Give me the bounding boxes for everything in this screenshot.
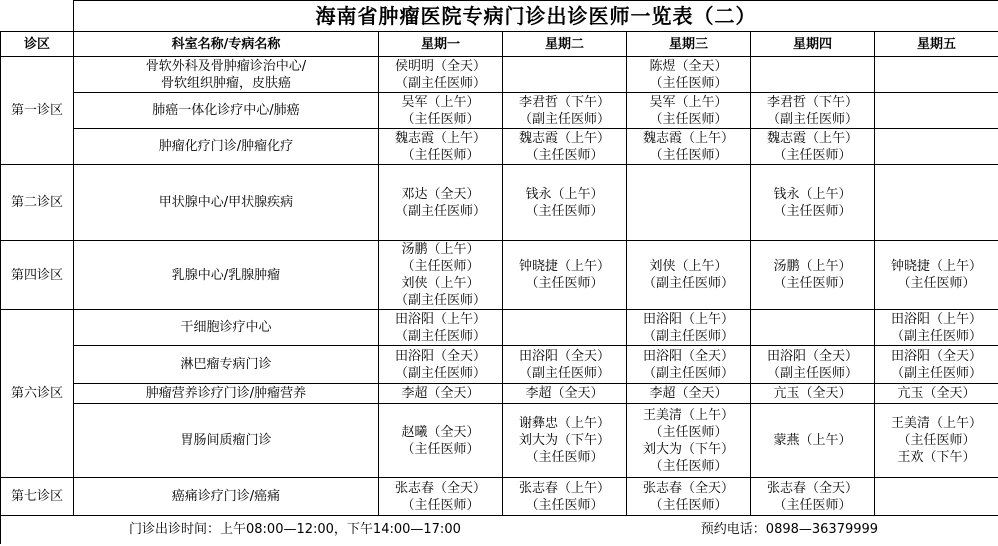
table-row	[1, 478, 998, 516]
doctor-entry-line: （主任医师）	[773, 497, 852, 513]
schedule-cell-mon	[379, 346, 503, 384]
schedule-cell-thu	[751, 404, 875, 478]
schedule-cell-fri	[875, 384, 998, 404]
doctor-entry-line: 李超（全天）	[649, 386, 728, 401]
header-day-thu: 星期四	[751, 32, 875, 57]
title-row	[1, 1, 998, 32]
doctor-entry-line: （副主任医师）	[394, 328, 486, 344]
doctor-entry-line: （主任医师）	[773, 276, 852, 291]
dept-name	[74, 129, 379, 165]
doctor-entry-line: 钱永（上午）	[773, 186, 852, 202]
doctor-entry-line: 蒙燕（上午）	[773, 433, 852, 448]
schedule-cell-mon	[379, 384, 503, 404]
dept-name	[74, 404, 379, 478]
zone-label: 第七诊区	[1, 478, 74, 516]
doctor-entry-line: 田浴阳（上午）	[394, 311, 486, 327]
table-row	[1, 93, 998, 129]
table-row	[1, 129, 998, 165]
doctor-entry-line: 田浴阳（上午）	[891, 311, 983, 327]
header-day-mon: 星期一	[379, 32, 503, 57]
footer-cell	[1, 516, 998, 544]
schedule-cell-wed	[627, 241, 751, 310]
doctor-entry-line: （副主任医师）	[394, 203, 486, 219]
schedule-cell-tue	[503, 165, 627, 241]
header-dept: 科室名称/专病名称	[74, 32, 379, 57]
dept-name	[74, 93, 379, 129]
doctor-entry-line: 谢彝忠（上午）	[518, 416, 610, 431]
schedule-cell-thu	[751, 165, 875, 241]
schedule-cell-tue	[503, 241, 627, 310]
schedule-cell-mon	[379, 57, 503, 93]
schedule-cell-fri	[875, 346, 998, 384]
clinic-hours: 门诊出诊时间：上午08:00—12:00，下午14:00—17:00	[129, 522, 461, 538]
schedule-cell-thu	[751, 384, 875, 404]
doctor-entry-line: 钱永（上午）	[525, 186, 604, 202]
schedule-cell-thu	[751, 478, 875, 516]
doctor-entry-line: （主任医师）	[525, 203, 604, 219]
doctor-entry-line: （主任医师）	[649, 111, 728, 127]
schedule-cell-fri	[875, 310, 998, 346]
dept-name-line: 骨软组织肿瘤，皮肤癌	[160, 75, 291, 91]
schedule-cell-mon	[379, 310, 503, 346]
dept-name	[74, 478, 379, 516]
doctor-entry-line: （主任医师）	[525, 147, 604, 163]
dept-name	[74, 241, 379, 310]
doctor-entry-line: 汤鹏（上午）	[773, 259, 852, 274]
doctor-entry-line: （副主任医师）	[394, 75, 486, 91]
doctor-entry-line: 魏志霞（上午）	[394, 130, 486, 146]
title-blank-cell	[1, 1, 74, 32]
doctor-entry-line: 刘大为（下午）	[642, 441, 734, 457]
dept-name-line: 胃肠间质瘤门诊	[180, 433, 272, 448]
doctor-entry-line: （副主任医师）	[642, 276, 734, 291]
schedule-cell-mon	[379, 93, 503, 129]
schedule-cell-tue	[503, 478, 627, 516]
schedule-cell-thu	[751, 310, 875, 346]
doctor-entry-line: （主任医师）	[525, 450, 604, 465]
dept-name-line: 乳腺中心/乳腺肿瘤	[171, 267, 281, 283]
schedule-cell-tue	[503, 404, 627, 478]
schedule-cell-thu	[751, 241, 875, 310]
schedule-cell-thu	[751, 57, 875, 93]
schedule-cell-tue	[503, 346, 627, 384]
page-title: 海南省肿瘤医院专病门诊出诊医师一览表（二）	[74, 1, 998, 32]
schedule-cell-wed	[627, 404, 751, 478]
schedule-cell-fri	[875, 241, 998, 310]
doctor-entry-line: 张志春（全天）	[394, 480, 486, 496]
schedule-cell-tue	[503, 310, 627, 346]
doctor-entry-line: 亢玉（全天）	[897, 386, 976, 401]
schedule-cell-tue	[503, 93, 627, 129]
doctor-entry-line: （副主任医师）	[642, 328, 734, 344]
header-row	[1, 32, 998, 57]
schedule-cell-wed	[627, 310, 751, 346]
dept-name-line: 甲状腺中心/甲状腺疾病	[158, 195, 294, 210]
doctor-entry-line: 刘侠（上午）	[649, 259, 728, 274]
doctor-entry-line: 魏志霞（上午）	[518, 130, 610, 146]
dept-name-line: 癌痛诊疗门诊/癌痛	[171, 489, 281, 504]
doctor-entry-line: （主任医师）	[525, 497, 604, 513]
header-day-tue: 星期二	[503, 32, 627, 57]
doctor-entry-line: （主任医师）	[525, 276, 604, 291]
doctor-entry-line: （主任医师）	[401, 259, 480, 274]
schedule-cell-fri	[875, 478, 998, 516]
schedule-cell-fri	[875, 57, 998, 93]
doctor-entry-line: （主任医师）	[773, 203, 852, 219]
schedule-cell-thu	[751, 93, 875, 129]
doctor-entry-line: 李君哲（下午）	[518, 94, 610, 110]
zone-label: 第二诊区	[1, 165, 74, 241]
schedule-cell-wed	[627, 384, 751, 404]
zone-label: 第一诊区	[1, 57, 74, 165]
doctor-entry-line: （主任医师）	[401, 441, 480, 457]
table-row	[1, 165, 998, 241]
schedule-cell-mon	[379, 129, 503, 165]
doctor-entry-line: 田浴阳（全天）	[766, 348, 858, 364]
schedule-cell-mon	[379, 404, 503, 478]
doctor-entry-line: 魏志霞（上午）	[766, 130, 858, 146]
schedule-cell-wed	[627, 478, 751, 516]
doctor-entry-line: （主任医师）	[401, 111, 480, 127]
doctor-entry-line: 侯明明（全天）	[394, 58, 486, 74]
doctor-entry-line: 张志春（全天）	[766, 480, 858, 496]
schedule-cell-fri	[875, 129, 998, 165]
doctor-entry-line: 邓达（全天）	[401, 186, 480, 202]
doctor-entry-line: 田浴阳（全天）	[518, 348, 610, 364]
table-row	[1, 310, 998, 346]
dept-name-line: 干细胞诊疗中心	[180, 320, 272, 335]
doctor-entry-line: （副主任医师）	[891, 365, 983, 381]
table-row	[1, 384, 998, 404]
schedule-cell-mon	[379, 478, 503, 516]
doctor-entry-line: （主任医师）	[649, 424, 728, 440]
dept-name-line: 肺癌一体化诊疗中心/肺癌	[152, 103, 300, 118]
doctor-entry-line: （主任医师）	[649, 458, 728, 474]
schedule-cell-wed	[627, 129, 751, 165]
doctor-entry-line: 钟晓捷（上午）	[891, 259, 983, 274]
doctor-entry-line: （主任医师）	[649, 75, 728, 91]
zone-label: 第六诊区	[1, 310, 74, 478]
doctor-entry-line: （副主任医师）	[642, 365, 734, 381]
doctor-entry-line: 王美清（上午）	[642, 407, 734, 423]
doctor-entry-line: （主任医师）	[649, 497, 728, 513]
doctor-entry-line: （副主任医师）	[394, 365, 486, 381]
schedule-cell-thu	[751, 129, 875, 165]
doctor-entry-line: 汤鹏（上午）	[401, 242, 480, 257]
schedule-cell-tue	[503, 129, 627, 165]
schedule-cell-thu	[751, 346, 875, 384]
schedule-cell-wed	[627, 93, 751, 129]
doctor-entry-line: 魏志霞（上午）	[642, 130, 734, 146]
header-day-fri: 星期五	[875, 32, 998, 57]
schedule-cell-mon	[379, 241, 503, 310]
schedule-cell-fri	[875, 165, 998, 241]
schedule-cell-wed	[627, 57, 751, 93]
doctor-entry-line: 张志春（上午）	[518, 480, 610, 496]
doctor-entry-line: （副主任医师）	[394, 293, 486, 308]
doctor-entry-line: 李超（全天）	[525, 386, 604, 401]
doctor-entry-line: （副主任医师）	[518, 365, 610, 381]
schedule-cell-wed	[627, 165, 751, 241]
dept-name-line: 骨软外科及骨肿瘤诊治中心/	[145, 58, 307, 74]
doctor-entry-line: 张志春（全天）	[642, 480, 734, 496]
table-row	[1, 346, 998, 384]
doctor-entry-line: （主任医师）	[401, 497, 480, 513]
doctor-entry-line: （副主任医师）	[891, 328, 983, 344]
doctor-entry-line: （主任医师）	[401, 147, 480, 163]
table-row	[1, 404, 998, 478]
doctor-entry-line: 刘大为（下午）	[518, 433, 610, 448]
doctor-entry-line: 田浴阳（全天）	[642, 348, 734, 364]
schedule-cell-fri	[875, 93, 998, 129]
doctor-entry-line: 陈煜（全天）	[649, 58, 728, 74]
doctor-entry-line: （主任医师）	[649, 147, 728, 163]
doctor-entry-line: 吴军（上午）	[401, 94, 480, 110]
dept-name-line: 淋巴瘤专病门诊	[180, 357, 272, 372]
doctor-entry-line: 亢玉（全天）	[773, 386, 852, 401]
doctor-entry-line: （副主任医师）	[518, 111, 610, 127]
table-row	[1, 57, 998, 93]
doctor-entry-line: 赵曦（全天）	[401, 424, 480, 440]
schedule-cell-wed	[627, 346, 751, 384]
doctor-entry-line: 钟晓捷（上午）	[518, 259, 610, 274]
dept-name	[74, 165, 379, 241]
dept-name	[74, 384, 379, 404]
doctor-entry-line: （副主任医师）	[766, 111, 858, 127]
zone-label: 第四诊区	[1, 241, 74, 310]
schedule-cell-mon	[379, 165, 503, 241]
doctor-entry-line: 刘侠（上午）	[401, 276, 480, 291]
appointment-phone: 预约电话：0898—36379999	[700, 522, 879, 538]
schedule-cell-tue	[503, 57, 627, 93]
doctor-entry-line: 田浴阳（全天）	[394, 348, 486, 364]
doctor-entry-line: （主任医师）	[897, 433, 976, 448]
dept-name-line: 肿瘤营养诊疗门诊/肿瘤营养	[145, 386, 307, 401]
dept-name-line: 肿瘤化疗门诊/肿瘤化疗	[158, 139, 294, 154]
doctor-entry-line: 李君哲（下午）	[766, 94, 858, 110]
doctor-entry-line: 王欢（下午）	[897, 450, 976, 465]
doctor-entry-line: 李超（全天）	[401, 386, 480, 401]
header-day-wed: 星期三	[627, 32, 751, 57]
doctor-entry-line: 王美清（上午）	[891, 416, 983, 431]
header-zone: 诊区	[1, 32, 74, 57]
doctor-entry-line: 田浴阳（全天）	[891, 348, 983, 364]
doctor-entry-line: （副主任医师）	[766, 365, 858, 381]
table-row	[1, 241, 998, 310]
doctor-entry-line: （主任医师）	[773, 147, 852, 163]
footer-row	[1, 516, 998, 544]
doctor-entry-line: 吴军（上午）	[649, 94, 728, 110]
dept-name	[74, 310, 379, 346]
schedule-cell-fri	[875, 404, 998, 478]
doctor-entry-line: （主任医师）	[897, 276, 976, 291]
dept-name	[74, 346, 379, 384]
dept-name	[74, 57, 379, 93]
schedule-cell-tue	[503, 384, 627, 404]
doctor-entry-line: 田浴阳（上午）	[642, 311, 734, 327]
